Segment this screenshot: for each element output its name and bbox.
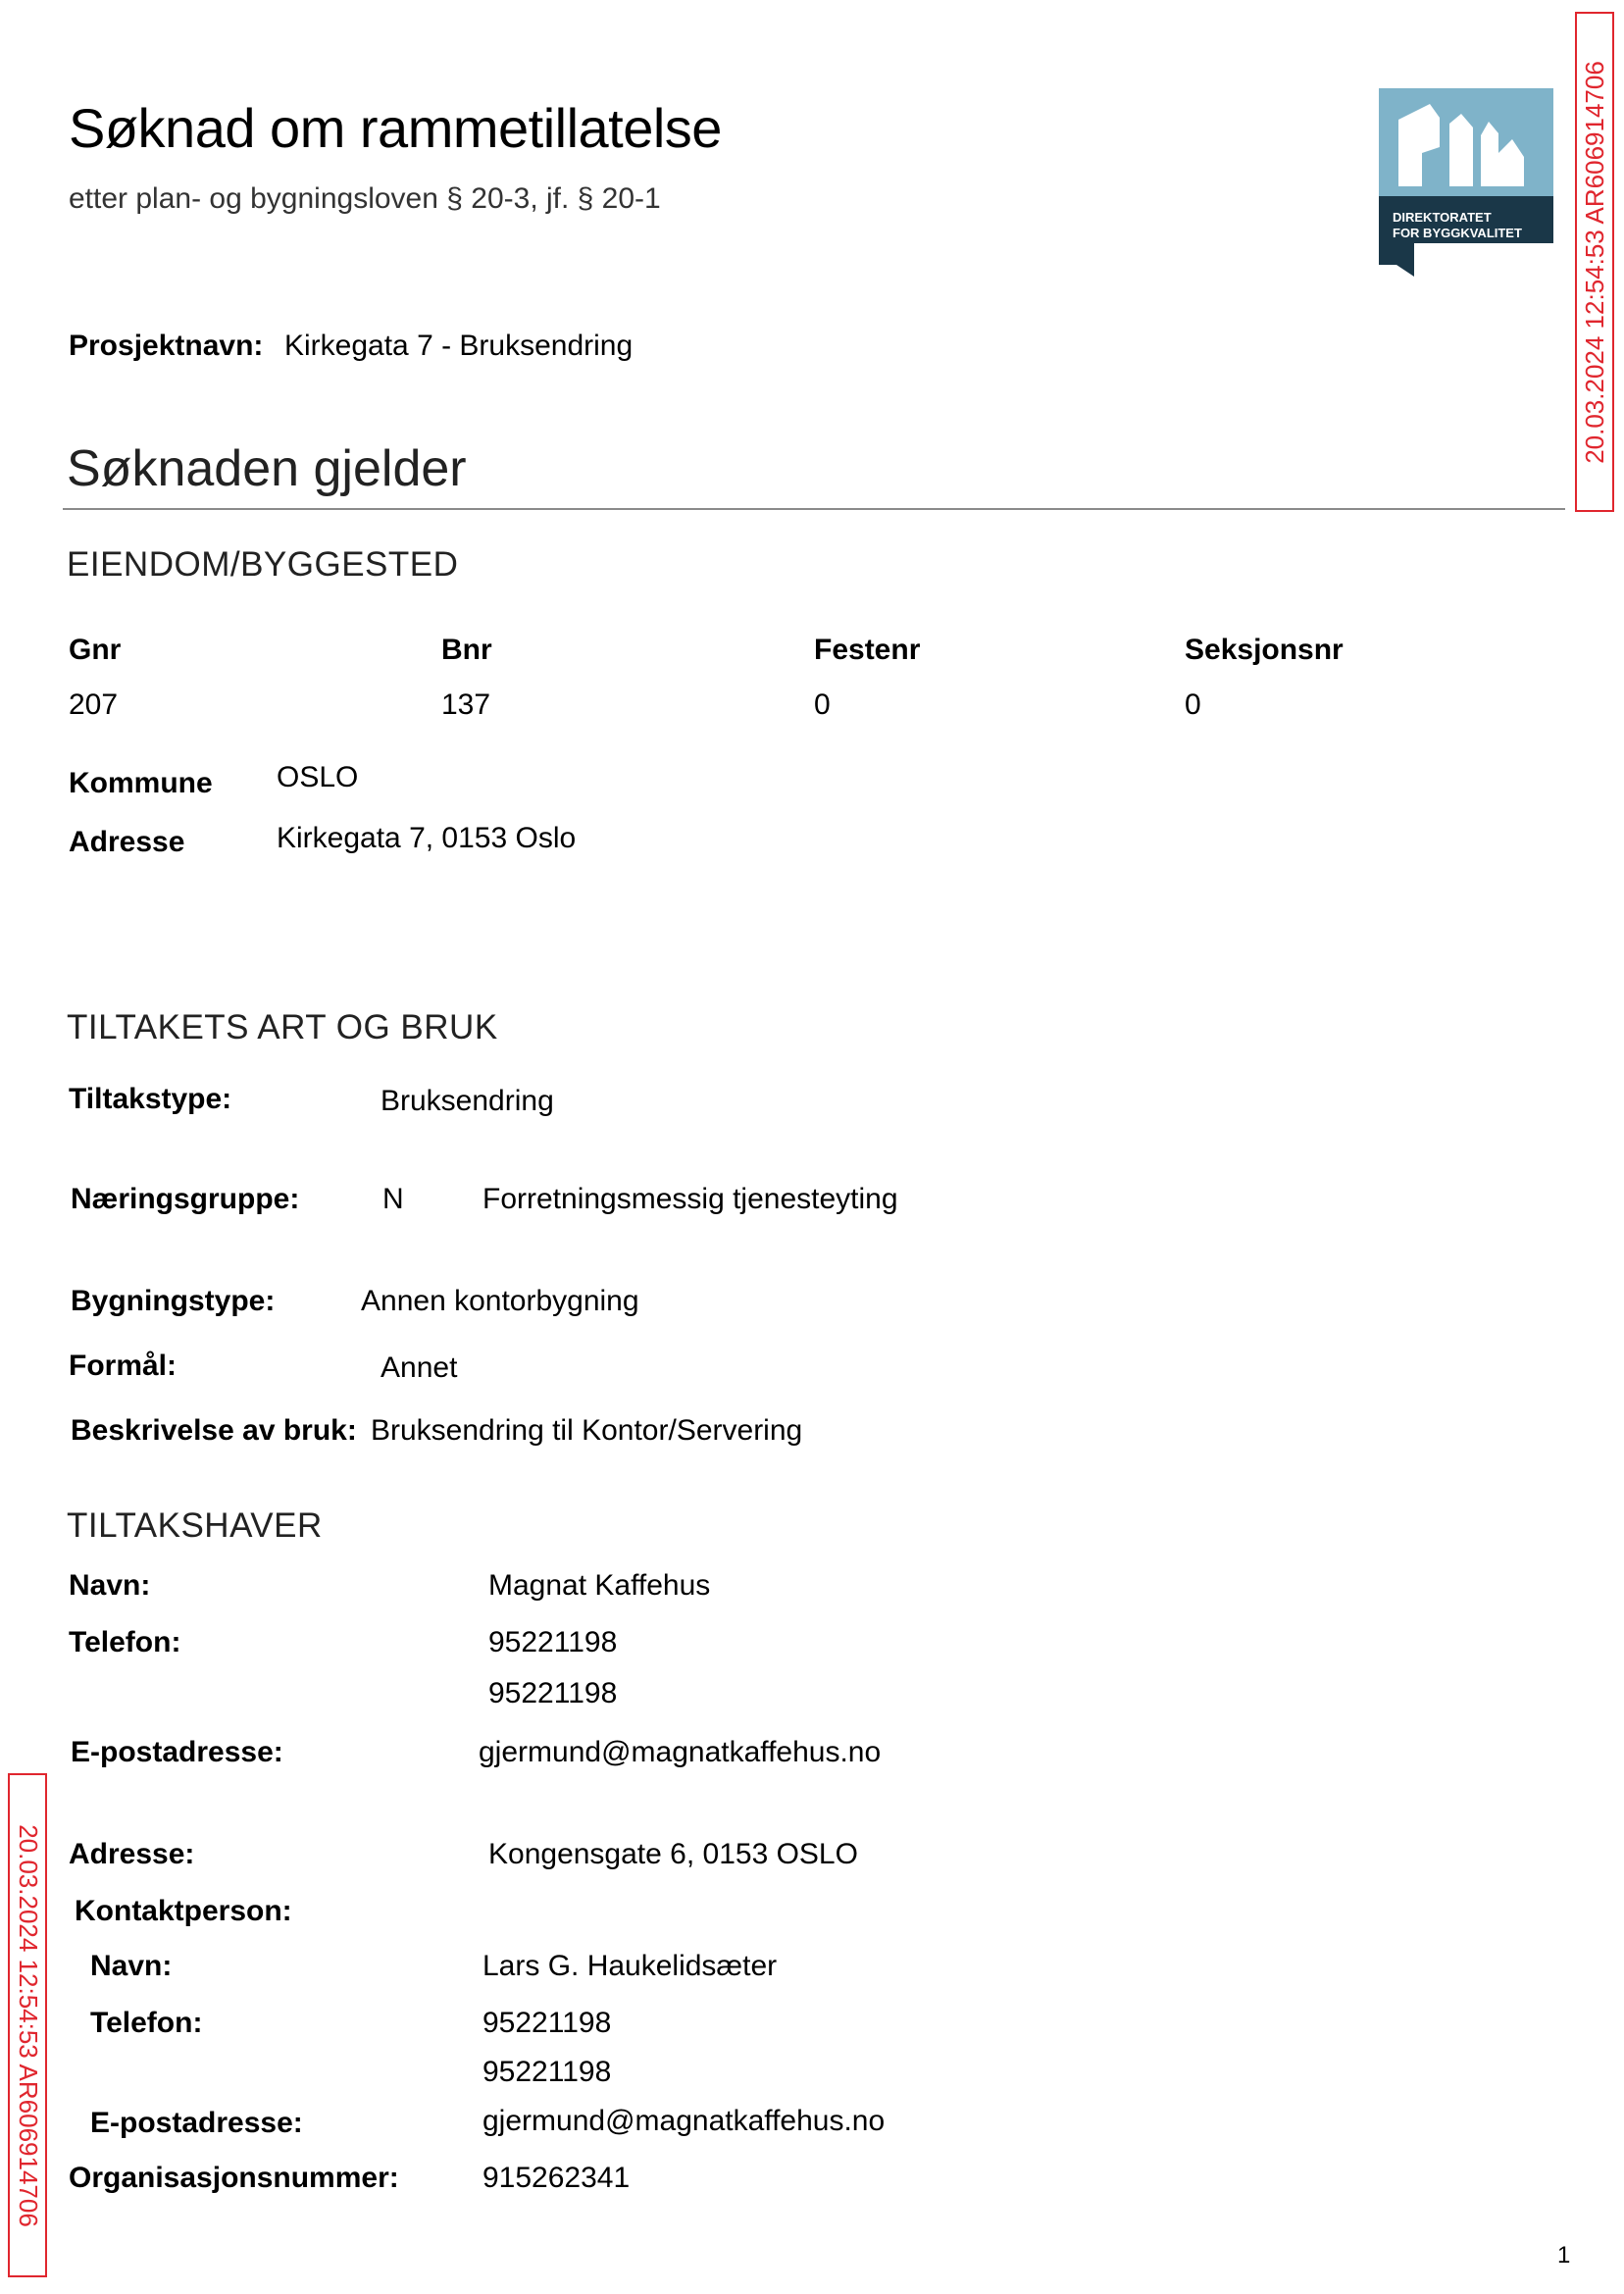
epost-value: gjermund@magnatkaffehus.no	[479, 1736, 882, 1768]
navn-label: Navn:	[69, 1569, 151, 1602]
project-name-value: Kirkegata 7 - Bruksendring	[284, 330, 634, 362]
navn-value: Magnat Kaffehus	[488, 1569, 711, 1602]
orgnr-value: 915262341	[482, 2162, 631, 2194]
epost-label: E-postadresse:	[71, 1736, 283, 1768]
naeringsgruppe-label: Næringsgruppe:	[71, 1183, 300, 1215]
document-subtitle: etter plan- og bygningsloven § 20-3, jf. § 20-1	[69, 182, 661, 215]
receipt-stamp-right	[1575, 12, 1614, 512]
orgnr-label: Organisasjonsnummer:	[69, 2162, 399, 2194]
adresse-value: Kirkegata 7, 0153 Oslo	[277, 822, 577, 854]
telefon-value-2: 95221198	[488, 1677, 618, 1709]
kommune-label: Kommune	[69, 767, 213, 799]
receipt-stamp-right-text: 20.03.2024 12:54:53 AR606914706	[1579, 60, 1609, 464]
adresse-label: Adresse	[69, 826, 185, 858]
tiltak-heading: TILTAKETS ART OG BRUK	[67, 1008, 498, 1046]
project-name-label: Prosjektnavn:	[69, 330, 264, 362]
gnr-value: 207	[69, 688, 119, 721]
formaal-value: Annet	[381, 1351, 458, 1384]
dibk-logo-graphic	[1379, 88, 1553, 277]
bygningstype-label: Bygningstype:	[71, 1285, 276, 1317]
telefon-value-1: 95221198	[488, 1626, 618, 1658]
beskrivelse-value: Bruksendring til Kontor/Servering	[371, 1414, 803, 1447]
naeringsgruppe-code: N	[382, 1183, 404, 1215]
dibk-logo	[1379, 88, 1553, 277]
festenr-value: 0	[814, 688, 831, 721]
section-divider	[63, 508, 1565, 510]
tiltakstype-value: Bruksendring	[381, 1085, 554, 1117]
tiltakshaver-adresse-value: Kongensgate 6, 0153 OSLO	[488, 1838, 858, 1870]
section-title: Søknaden gjelder	[67, 440, 467, 497]
kontaktperson-telefon-value-1: 95221198	[482, 2007, 612, 2039]
tiltakshaver-heading: TILTAKSHAVER	[67, 1506, 323, 1545]
telefon-label: Telefon:	[69, 1626, 181, 1658]
page-number: 1	[1557, 2242, 1571, 2269]
kontaktperson-telefon-label: Telefon:	[90, 2007, 203, 2039]
document-title: Søknad om rammetillatelse	[69, 97, 722, 159]
kontaktperson-epost-label: E-postadresse:	[90, 2107, 303, 2139]
receipt-stamp-left	[8, 1773, 47, 2277]
kontaktperson-navn-value: Lars G. Haukelidsæter	[482, 1950, 778, 1982]
seksjonsnr-label: Seksjonsnr	[1185, 634, 1344, 666]
bnr-label: Bnr	[441, 634, 492, 666]
kontaktperson-telefon-value-2: 95221198	[482, 2056, 612, 2088]
kommune-value: OSLO	[277, 761, 359, 793]
gnr-label: Gnr	[69, 634, 122, 666]
logo-text-line-2: FOR BYGGKVALITET	[1393, 226, 1522, 240]
kontaktperson-navn-label: Navn:	[90, 1950, 173, 1982]
bygningstype-value: Annen kontorbygning	[361, 1285, 639, 1317]
festenr-label: Festenr	[814, 634, 921, 666]
formaal-label: Formål:	[69, 1350, 178, 1382]
property-heading: EIENDOM/BYGGESTED	[67, 545, 459, 584]
naeringsgruppe-value: Forretningsmessig tjenesteyting	[482, 1183, 898, 1215]
seksjonsnr-value: 0	[1185, 688, 1201, 721]
logo-text-line-1: DIREKTORATET	[1393, 210, 1492, 225]
receipt-stamp-left-text: 20.03.2024 12:54:53 AR606914706	[13, 1823, 43, 2227]
kontaktperson-label: Kontaktperson:	[75, 1895, 292, 1927]
beskrivelse-label: Beskrivelse av bruk:	[71, 1414, 357, 1447]
tiltakstype-label: Tiltakstype:	[69, 1083, 232, 1115]
kontaktperson-epost-value: gjermund@magnatkaffehus.no	[482, 2105, 886, 2137]
tiltakshaver-adresse-label: Adresse:	[69, 1838, 195, 1870]
bnr-value: 137	[441, 688, 491, 721]
